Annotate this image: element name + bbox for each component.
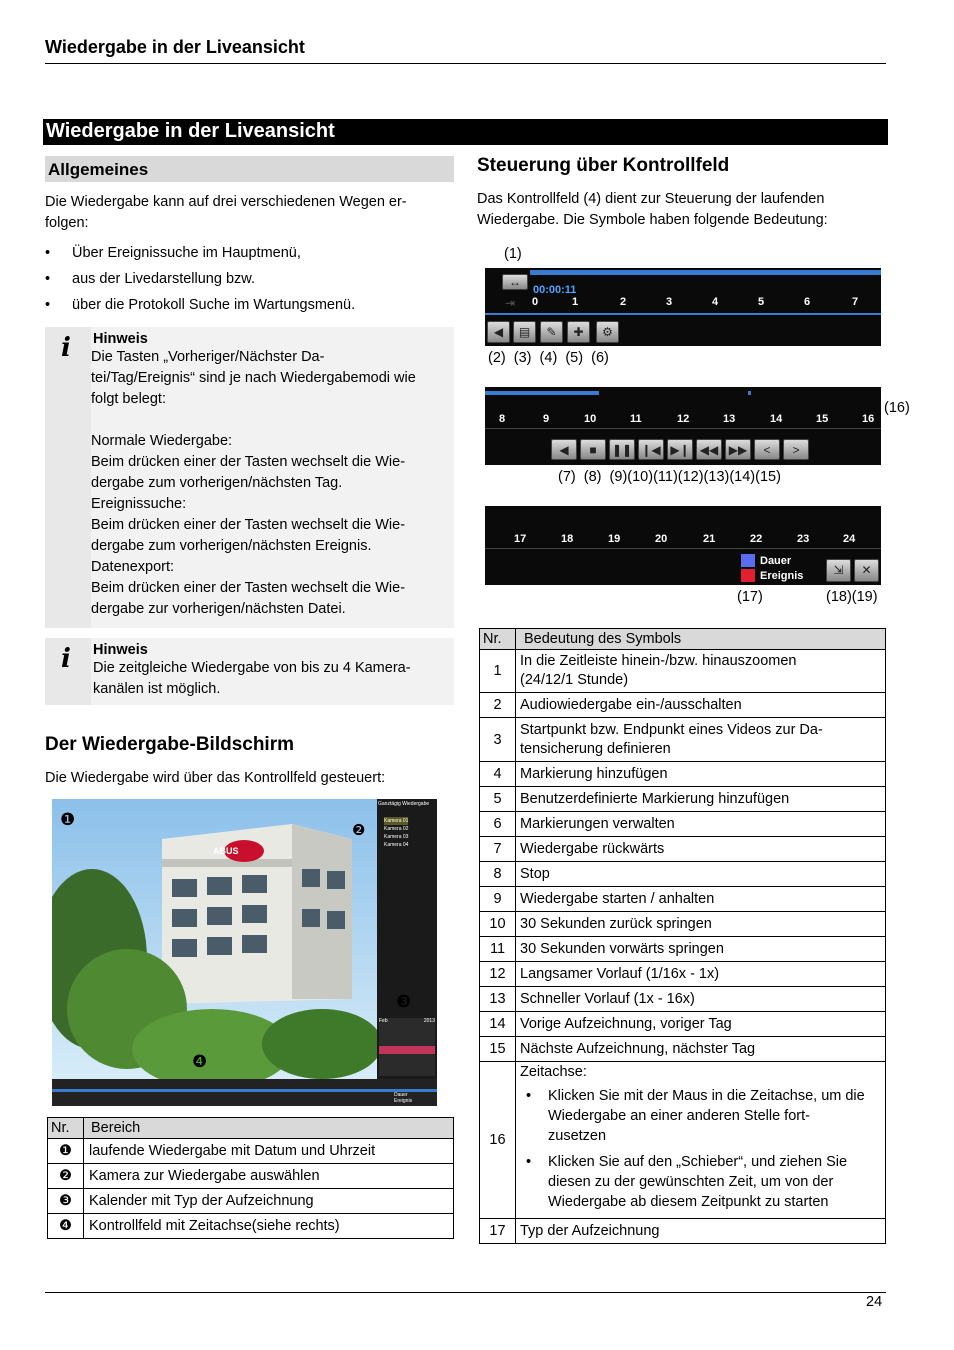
fast-forward-icon: ▶▶ xyxy=(728,443,748,457)
row-number: 9 xyxy=(480,887,516,912)
add-mark-button[interactable] xyxy=(540,321,563,343)
legend-dauer: Dauer xyxy=(760,555,792,567)
camera-item[interactable]: Kamera 03 xyxy=(384,834,409,840)
row-number: 2 xyxy=(480,693,516,718)
table-header: Bereich xyxy=(84,1118,454,1139)
row-list xyxy=(520,1086,881,1212)
fast-forward-button[interactable] xyxy=(725,439,751,460)
camera-item[interactable]: Kamera 02 xyxy=(384,826,409,832)
bildschirm-heading: Der Wiedergabe-Bildschirm xyxy=(45,734,295,755)
callout-18-19: (18)(19) xyxy=(826,589,878,605)
running-header: Wiedergabe in der Liveansicht xyxy=(45,37,305,57)
table-header: Nr. xyxy=(48,1118,84,1139)
callout-17: (17) xyxy=(737,589,763,605)
tick-row-2 xyxy=(485,413,881,427)
list-item: • Über Ereignissuche im Hauptmenü, xyxy=(45,240,450,266)
table-row xyxy=(480,862,886,887)
timeline-slider[interactable] xyxy=(485,391,599,395)
row-text: In die Zeitleiste hinein-/bzw. hinauszoomen (24/12/1 Stunde) xyxy=(516,650,886,693)
row-text: Schneller Vorlauf (1x - 16x) xyxy=(516,987,886,1012)
row-text: Audiowiedergabe ein-/ausschalten xyxy=(516,693,886,718)
note-title: Hinweis xyxy=(93,331,148,347)
tick-label: 16 xyxy=(862,413,875,425)
table-row xyxy=(480,1012,886,1037)
marker-2: ❷ xyxy=(352,822,366,839)
row-number: 14 xyxy=(480,1012,516,1037)
table-row xyxy=(480,787,886,812)
camera-item[interactable]: Kamera 04 xyxy=(384,842,409,848)
row-text: Nächste Aufzeichnung, nächster Tag xyxy=(516,1037,886,1062)
row-text: Wiedergabe rückwärts xyxy=(516,837,886,862)
back-30s-button[interactable] xyxy=(638,439,664,460)
page-number: 24 xyxy=(866,1294,883,1310)
timeline-panel-2[interactable] xyxy=(485,387,881,465)
steuerung-intro: Das Kontrollfeld (4) dient zur Steuerung der laufenden Wiedergabe. Die Symbole haben folgende Bedeutung: xyxy=(477,191,828,228)
footer-rule xyxy=(45,1292,886,1293)
table-row xyxy=(480,987,886,1012)
tick-row-1 xyxy=(530,296,881,310)
row-text: Vorige Aufzeichnung, voriger Tag xyxy=(516,1012,886,1037)
reverse-play-button[interactable] xyxy=(551,439,577,460)
chevron-left-icon: < xyxy=(763,443,771,457)
camera-item[interactable]: Kamera 01 xyxy=(384,818,409,824)
row-number: ❸ xyxy=(48,1189,84,1214)
table-row xyxy=(480,887,886,912)
table-header: Bedeutung des Symbols xyxy=(516,629,886,650)
tick-label: 17 xyxy=(514,533,527,545)
row-number: 12 xyxy=(480,962,516,987)
list-item: • über die Protokoll Suche im Wartungsmenü. xyxy=(45,292,450,318)
row-number: 13 xyxy=(480,987,516,1012)
manage-marks-button[interactable] xyxy=(596,321,619,343)
tick-label: 14 xyxy=(770,413,783,425)
symbol-table xyxy=(479,628,886,1244)
note-text: Die Tasten „Vorheriger/Nächster Da- tei/Tag/Ereignis“ sind je nach Wiedergabemodi wie folgt belegt: Normale Wiedergabe: Beim drücken einer der Tasten wechselt die Wie- dergabe zum vorherigen/nächsten Tag. Ereignissuche: Beim drücken einer der Tasten wechselt die Wie- dergabe zum vorherigen/nächsten Ereignis. Datenexport: Beim drücken einer der Tasten wechselt die Wie- dergabe zur vorherigen/nächsten Datei. xyxy=(91,349,416,617)
steuerung-heading: Steuerung über Kontrollfeld xyxy=(477,155,730,176)
pin-plus-icon: ✚ xyxy=(573,325,584,339)
row-number: 16 xyxy=(480,1062,516,1219)
forward-30s-button[interactable] xyxy=(667,439,693,460)
export-icon: ⇲ xyxy=(833,563,844,577)
table-row xyxy=(480,1219,886,1244)
row-number: 10 xyxy=(480,912,516,937)
tick-label: 24 xyxy=(843,533,856,545)
row-number: 17 xyxy=(480,1219,516,1244)
tick-label: 5 xyxy=(758,296,765,308)
tick-label: 1 xyxy=(572,296,579,308)
table-row xyxy=(480,762,886,787)
legend-swatch-ereignis xyxy=(741,569,755,582)
table-row xyxy=(48,1214,454,1239)
row-text: Stop xyxy=(516,862,886,887)
zoom-button[interactable]: ↔ xyxy=(502,274,528,290)
chevron-right-icon: > xyxy=(792,443,800,457)
row-number: 5 xyxy=(480,787,516,812)
info-icon: i xyxy=(61,644,71,674)
slow-forward-button[interactable] xyxy=(696,439,722,460)
zoom-arrows-icon: ⇥ xyxy=(505,296,516,310)
section-title: Wiedergabe in der Liveansicht xyxy=(43,119,888,145)
row-text xyxy=(516,1062,886,1219)
timeline-panel-3[interactable] xyxy=(485,506,881,585)
row-number: 11 xyxy=(480,937,516,962)
tick-label: 11 xyxy=(630,413,642,425)
table-row xyxy=(480,937,886,962)
table-row xyxy=(480,812,886,837)
table-row xyxy=(480,1037,886,1062)
table-row xyxy=(480,837,886,862)
tick-label: 18 xyxy=(561,533,574,545)
list-item: • aus der Livedarstellung bzw. xyxy=(45,266,450,292)
panel-title: Ganztägig Wiedergabe xyxy=(378,801,430,807)
legend-dauer: Dauer xyxy=(394,1092,408,1098)
tick-label: 4 xyxy=(712,296,719,308)
tick-row-3 xyxy=(485,533,881,547)
close-icon: ✕ xyxy=(861,563,872,577)
table-header: Nr. xyxy=(480,629,516,650)
table-row xyxy=(480,1062,886,1219)
building-logo: ABUS xyxy=(213,846,239,856)
stop-button[interactable] xyxy=(580,439,606,460)
marker-4: ❹ xyxy=(192,1052,208,1071)
tick-label: 20 xyxy=(655,533,668,545)
row-text: laufende Wiedergabe mit Datum und Uhrzeit xyxy=(84,1139,454,1164)
close-button[interactable] xyxy=(854,559,879,582)
table-row xyxy=(48,1164,454,1189)
step-back-icon: ❙◀ xyxy=(641,443,661,457)
tick-label: 19 xyxy=(608,533,621,545)
calendar-year: 2013 xyxy=(423,1018,435,1024)
tick-label: 0 xyxy=(532,296,539,308)
calendar[interactable] xyxy=(379,1018,435,1076)
list-item: • Klicken Sie mit der Maus in die Zeitachse, um die Wiedergabe an einer anderen Stelle fort- zusetzen xyxy=(520,1086,881,1146)
row-number: 3 xyxy=(480,718,516,762)
legend-ereignis: Ereignis xyxy=(394,1098,413,1104)
callout-16: (16) xyxy=(884,400,910,416)
row-text: Markierungen verwalten xyxy=(516,812,886,837)
row-text: Kontrollfeld mit Zeitachse(siehe rechts) xyxy=(84,1214,454,1239)
camera-list[interactable] xyxy=(384,817,408,849)
time-display: 00:00:11 xyxy=(533,284,577,296)
play-reverse-icon: ◀ xyxy=(559,443,569,457)
calendar-month: Feb xyxy=(379,1018,388,1024)
row-text: Kalender mit Typ der Aufzeichnung xyxy=(84,1189,454,1214)
table-row xyxy=(480,962,886,987)
tick-label: 13 xyxy=(723,413,736,425)
row-number: 7 xyxy=(480,837,516,862)
tick-label: 7 xyxy=(852,296,859,308)
row-title: Zeitachse: xyxy=(520,1064,587,1080)
row-text: Wiedergabe starten / anhalten xyxy=(516,887,886,912)
screenshot-legend xyxy=(394,1092,412,1104)
callouts-row-2: (7) (8) (9)(10)(11)(12)(13)(14)(15) xyxy=(558,469,781,485)
play-pause-button[interactable] xyxy=(609,439,635,460)
export-button[interactable] xyxy=(826,559,851,582)
row-number: 15 xyxy=(480,1037,516,1062)
clip-button[interactable] xyxy=(513,321,536,343)
row-text: Markierung hinzufügen xyxy=(516,762,886,787)
step-forward-icon: ▶❙ xyxy=(670,443,690,457)
list-item: • Klicken Sie auf den „Schieber“, und ziehen Sie diesen zu der gewünschten Zeit, um von der Wiedergabe ab diesem Zeitpunkt zu starten xyxy=(520,1152,881,1212)
marker-3: ❸ xyxy=(396,992,412,1011)
tick-label: 6 xyxy=(804,296,811,308)
row-text: Langsamer Vorlauf (1/16x - 1x) xyxy=(516,962,886,987)
gear-icon: ⚙ xyxy=(602,325,613,339)
pin-icon: ✎ xyxy=(546,325,557,339)
bereich-table xyxy=(47,1117,454,1239)
row-text: 30 Sekunden vorwärts springen xyxy=(516,937,886,962)
table-row xyxy=(480,650,886,693)
table-row xyxy=(480,912,886,937)
table-row xyxy=(480,693,886,718)
tick-label: 3 xyxy=(666,296,673,308)
allgemeines-heading: Allgemeines xyxy=(45,156,454,182)
tick-label: 12 xyxy=(677,413,690,425)
audio-button[interactable] xyxy=(487,321,510,343)
row-text: Startpunkt bzw. Endpunkt eines Videos zur Da- tensicherung definieren xyxy=(516,718,886,762)
row-text: Benutzerdefinierte Markierung hinzufügen xyxy=(516,787,886,812)
rewind-icon: ◀◀ xyxy=(699,443,719,457)
allgemeines-list xyxy=(45,240,450,318)
row-number: 1 xyxy=(480,650,516,693)
row-text: Typ der Aufzeichnung xyxy=(516,1219,886,1244)
playback-screenshot xyxy=(52,799,437,1106)
scissors-icon: ▤ xyxy=(518,325,531,339)
allgemeines-intro: Die Wiedergabe kann auf drei verschiedenen Wegen er- folgen: xyxy=(45,194,407,231)
timeline-panel-1[interactable] xyxy=(485,268,881,346)
callout-1: (1) xyxy=(504,246,522,262)
tick-label: 23 xyxy=(797,533,810,545)
bildschirm-intro: Die Wiedergabe wird über das Kontrollfeld gesteuert: xyxy=(45,770,386,786)
tick-label: 21 xyxy=(703,533,716,545)
custom-mark-button[interactable] xyxy=(567,321,590,343)
table-row xyxy=(48,1139,454,1164)
row-number: 4 xyxy=(480,762,516,787)
note-text: Die zeitgleiche Wiedergabe von bis zu 4 Kamera- kanälen ist möglich. xyxy=(93,660,411,697)
pause-icon: ❚❚ xyxy=(611,443,633,457)
row-text: Kamera zur Wiedergabe auswählen xyxy=(84,1164,454,1189)
marker-1: ❶ xyxy=(60,810,76,829)
row-text: 30 Sekunden zurück springen xyxy=(516,912,886,937)
row-number: 6 xyxy=(480,812,516,837)
timeline-bar[interactable] xyxy=(530,270,881,275)
tick-label: 2 xyxy=(620,296,627,308)
table-row xyxy=(48,1189,454,1214)
callouts-row-1: (2) (3) (4) (5) (6) xyxy=(488,350,609,366)
row-number: ❷ xyxy=(48,1164,84,1189)
tick-label: 9 xyxy=(543,413,550,425)
row-number: 8 xyxy=(480,862,516,887)
note-box xyxy=(45,638,454,705)
note-box xyxy=(45,327,454,628)
info-icon: i xyxy=(61,333,71,363)
table-row xyxy=(480,718,886,762)
legend-swatch-dauer xyxy=(741,554,755,567)
speaker-icon: ◀ xyxy=(493,325,504,339)
tick-label: 8 xyxy=(499,413,506,425)
tick-label: 22 xyxy=(750,533,763,545)
header-rule xyxy=(45,63,886,64)
next-button[interactable] xyxy=(783,439,809,460)
note-title: Hinweis xyxy=(93,642,148,658)
previous-button[interactable] xyxy=(754,439,780,460)
tick-label: 10 xyxy=(584,413,597,425)
tick-label: 15 xyxy=(816,413,829,425)
row-number: ❹ xyxy=(48,1214,84,1239)
stop-icon: ■ xyxy=(589,443,597,457)
row-number: ❶ xyxy=(48,1139,84,1164)
legend-ereignis: Ereignis xyxy=(760,570,804,582)
